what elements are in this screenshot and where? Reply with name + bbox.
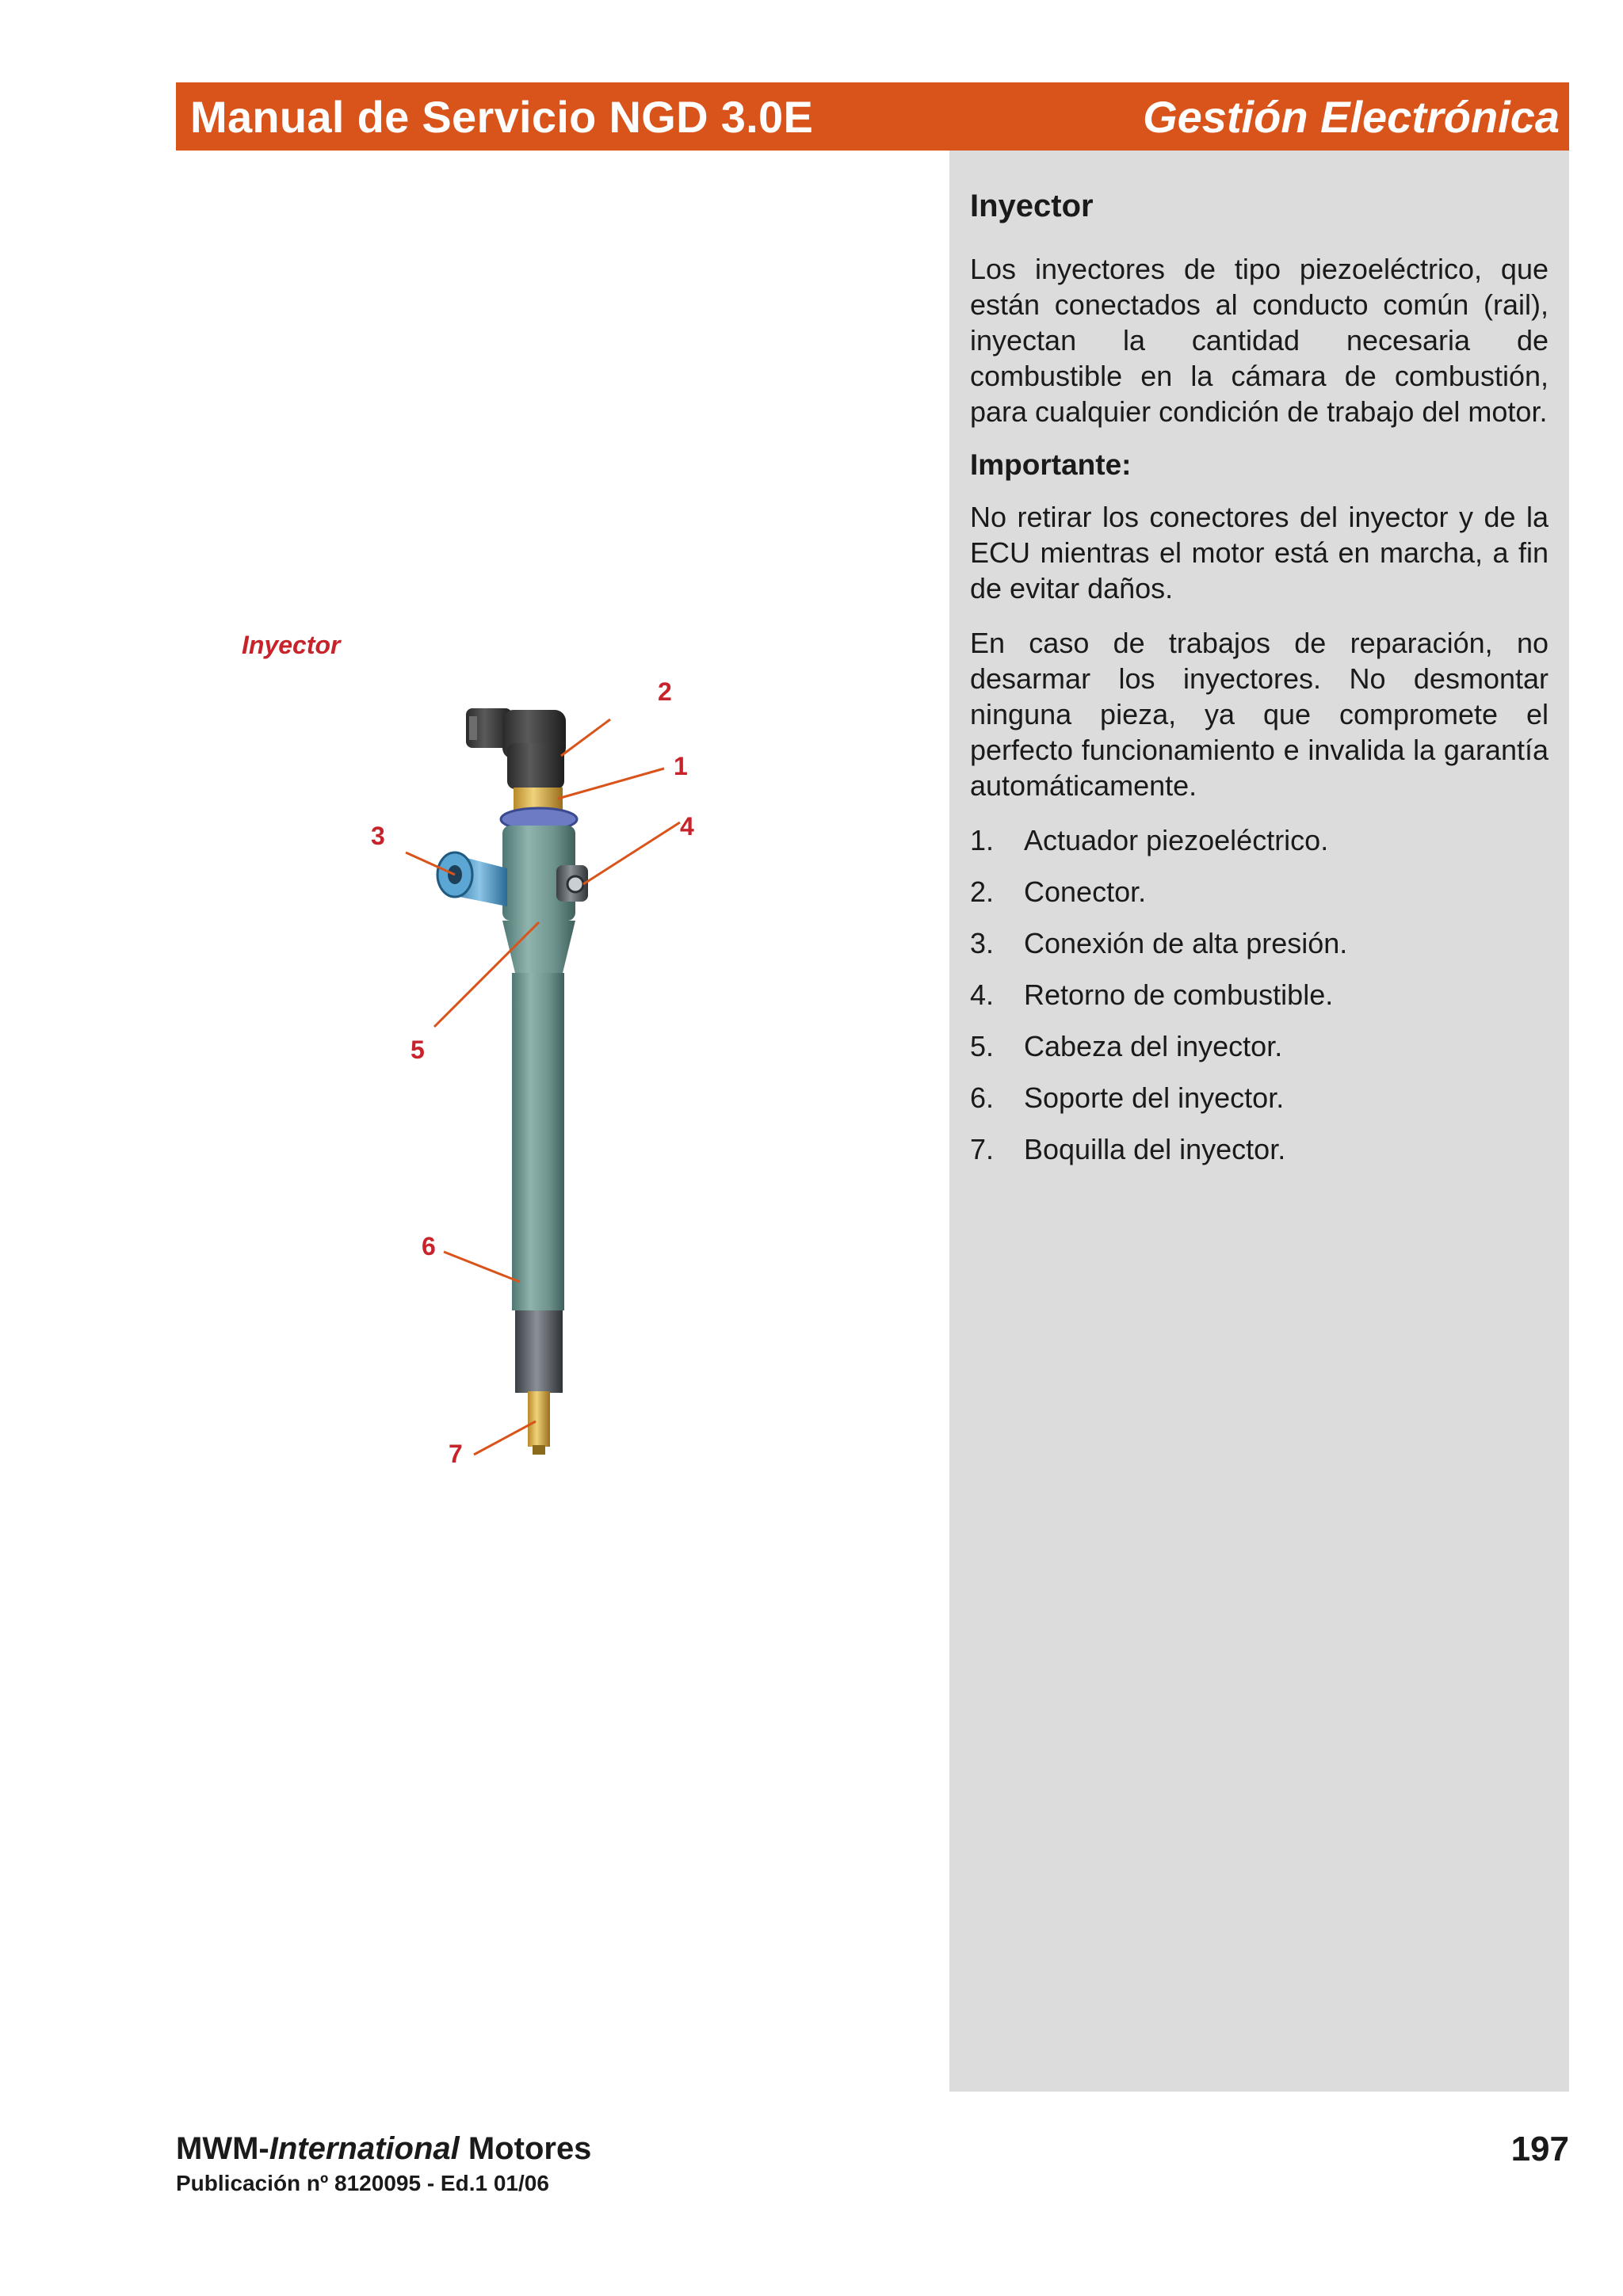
list-item-number: 1. [970,824,995,856]
injector-holder-part [515,1310,563,1393]
list-item-number: 6. [970,1081,995,1114]
section-title: Gestión Electrónica [1143,91,1560,142]
footer-brand [176,2131,591,2167]
list-item [970,1080,1549,1116]
list-item [970,1028,1549,1064]
list-item [970,1131,1549,1167]
callout-7: 7 [449,1440,463,1468]
list-item-number: 5. [970,1030,995,1062]
panel-title: Inyector [970,189,1094,223]
list-item-text: Conexión de alta presión. [1024,927,1348,959]
list-item [970,925,1549,961]
info-panel [949,151,1569,2092]
manual-title: Manual de Servicio NGD 3.0E [190,91,814,142]
high-pressure-connection-part [437,852,507,906]
publication-info: Publicación nº 8120095 - Ed.1 01/06 [176,2171,549,2195]
list-item-text: Boquilla del inyector. [1024,1133,1286,1165]
list-item-text: Retorno de combustible. [1024,978,1334,1011]
list-item [970,977,1549,1013]
page-header [176,82,1569,151]
list-item-text: Soporte del inyector. [1024,1081,1285,1114]
figure-caption: Inyector [242,631,341,659]
list-item-number: 2. [970,875,995,908]
callout-6: 6 [422,1232,436,1261]
intro-paragraph: Los inyectores de tipo piezoeléctrico, que están conectados al conducto común (rail), inyectan la cantidad necesaria de combustible en la cámara de combustión, para cualquier condición de trabajo del motor. [970,253,1549,428]
brand-suffix: Motores [459,2131,592,2166]
connector-part [466,708,566,789]
list-item-number: 4. [970,978,995,1011]
important-paragraph: No retirar los conectores del inyector y de la ECU mientras el motor está en marcha, a fin de evitar daños. [970,501,1549,605]
list-item [970,874,1549,910]
list-item-text: Cabeza del inyector. [1024,1030,1283,1062]
callout-5: 5 [411,1035,425,1064]
list-item-text: Actuador piezoeléctrico. [1024,824,1329,856]
injector-body-part [512,973,564,1310]
important-heading: Importante: [970,448,1132,481]
callout-2: 2 [658,677,672,706]
parts-list [970,822,1549,1167]
list-item [970,822,1549,858]
callout-3: 3 [371,822,385,850]
callout-4: 4 [680,812,694,841]
list-item-number: 3. [970,927,995,959]
list-item-number: 7. [970,1133,995,1165]
injector-nozzle-part [528,1391,550,1447]
injector-illustration [349,672,745,1496]
page-number: 197 [1510,2130,1569,2168]
list-item-text: Conector. [1024,875,1147,908]
brand-italic: International [269,2131,460,2166]
repair-paragraph: En caso de trabajos de reparación, no desarmar los inyectores. No desmontar ninguna pieza, ya que compromete el perfecto funcionamiento e invalida la garantía automáticamente. [970,627,1549,802]
brand-prefix: MWM- [176,2131,269,2166]
injector-nozzle-tip [533,1445,545,1455]
callout-1: 1 [674,752,688,780]
